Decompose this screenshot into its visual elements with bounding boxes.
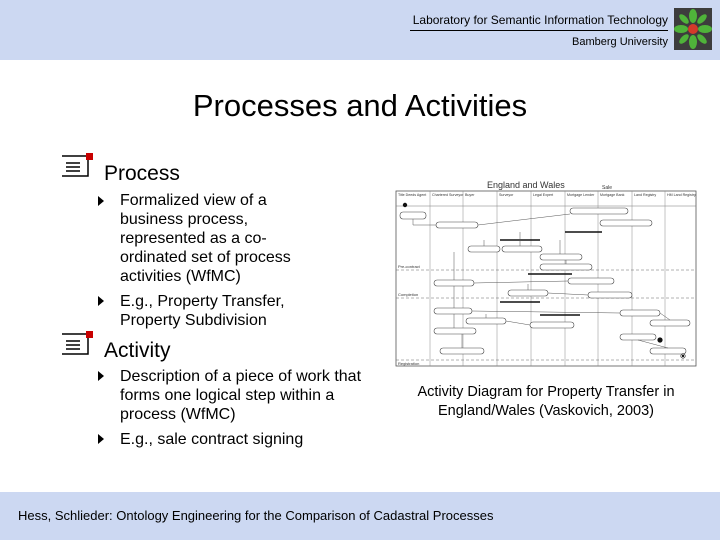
bullet-text: Formalized view of a business process, represented as a co-ordinated set of process activities (WfMC) [120,192,291,285]
leaf-emblem-icon [674,8,712,50]
svg-text:Completion: Completion [398,292,419,297]
arrow-bullet-icon [98,371,104,381]
level1-bullet-icon [58,152,98,180]
svg-text:Mortgage Lender: Mortgage Lender [567,193,595,197]
arrow-bullet-icon [98,196,104,206]
slide-footer [0,492,720,540]
diagram-title: England and Wales [487,180,565,190]
bullet-text: E.g., sale contract signing [120,431,304,448]
svg-text:Title Deeds Agent: Title Deeds Agent [398,193,427,197]
slide-header [0,0,720,60]
svg-text:Land Registry: Land Registry [634,193,657,197]
arrow-bullet-icon [98,296,104,306]
header-divider [410,30,668,31]
svg-text:Buyer: Buyer [465,193,475,197]
section-heading-activity: Activity [104,339,171,362]
lab-name: Laboratory for Semantic Information Technology [412,13,668,27]
svg-text:Chartered Surveyor: Chartered Surveyor [432,193,464,197]
university-name: Bamberg University [572,36,668,48]
svg-text:Mortgage Bank: Mortgage Bank [600,193,625,197]
diagram-caption: Activity Diagram for Property Transfer in England/Wales (Vaskovich, 2003) [417,384,675,419]
diagram-subtitle: Sale [602,185,613,191]
section-heading-process: Process [104,162,180,185]
svg-text:HM Land Registry: HM Land Registry [667,193,696,197]
slide-title: Processes and Activities [192,88,528,123]
svg-text:Pre-contract: Pre-contract [398,264,420,269]
arrow-bullet-icon [98,434,104,444]
bullet-text: E.g., Property Transfer, Property Subdivision [120,293,285,329]
footer-text: Hess, Schlieder: Ontology Engineering for the Comparison of Cadastral Processes [18,508,494,523]
svg-text:Legal Expert: Legal Expert [533,193,554,197]
svg-text:Registration: Registration [398,361,420,366]
level1-bullet-icon [58,330,98,358]
bullet-text: Description of a piece of work that forms one logical step within a process (WfMC) [120,368,362,423]
activity-diagram [390,172,702,368]
svg-text:Surveyor: Surveyor [499,193,514,197]
